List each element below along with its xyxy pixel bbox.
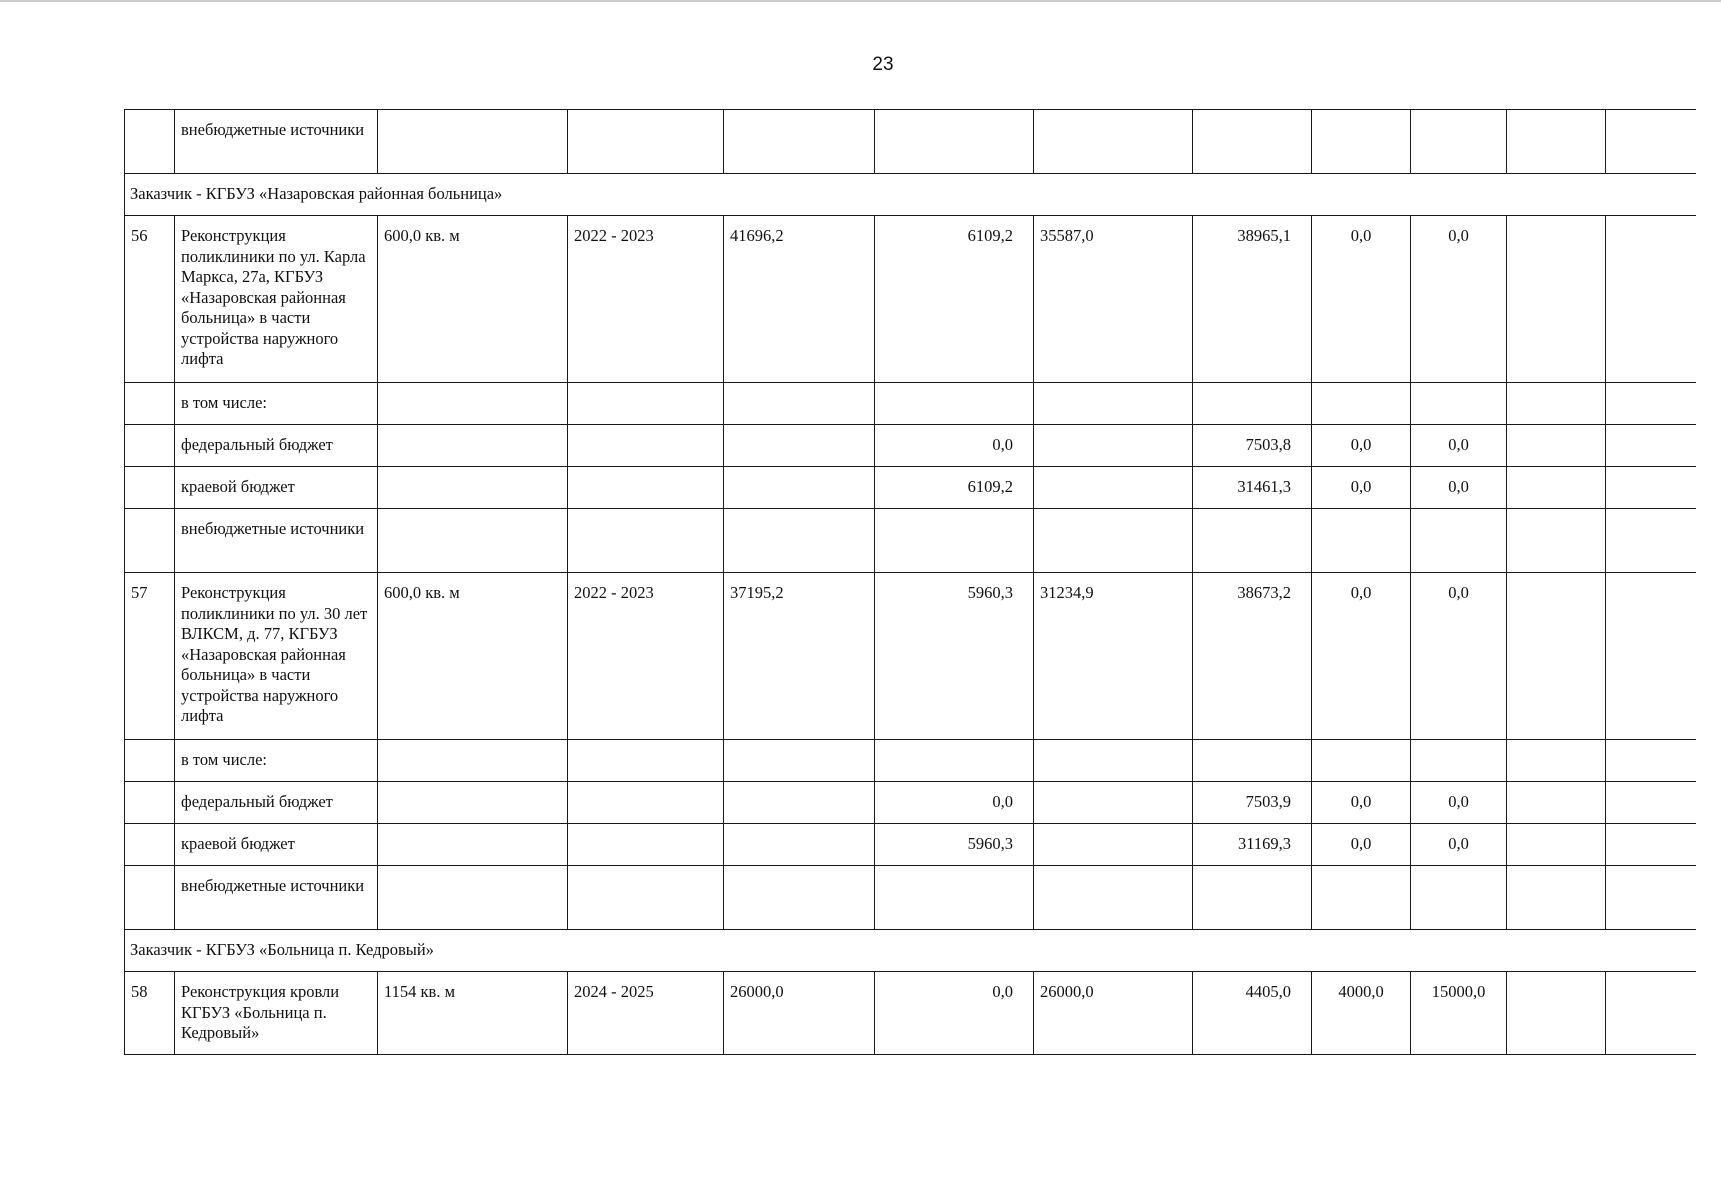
value-cell: 31234,9	[1034, 573, 1193, 740]
value-cell: 7503,9	[1193, 782, 1312, 824]
value-cell: 0,0	[875, 782, 1034, 824]
value-cell	[1507, 383, 1606, 425]
value-cell	[1507, 740, 1606, 782]
value-cell: 0,0	[1312, 573, 1411, 740]
period-cell	[568, 383, 724, 425]
value-cell	[1606, 782, 1696, 824]
value-cell: 0,0	[1312, 782, 1411, 824]
value-cell	[1507, 509, 1606, 573]
value-cell	[1034, 467, 1193, 509]
total-cost-cell: 41696,2	[724, 216, 875, 383]
value-cell	[1507, 782, 1606, 824]
value-cell	[1606, 467, 1696, 509]
period-cell	[568, 467, 724, 509]
value-cell: 15000,0	[1411, 972, 1507, 1055]
capacity-cell	[378, 740, 568, 782]
value-cell: 4000,0	[1312, 972, 1411, 1055]
value-cell	[1193, 740, 1312, 782]
row-number	[125, 782, 175, 824]
total-cost-cell	[724, 425, 875, 467]
period-cell: 2022 - 2023	[568, 216, 724, 383]
period-cell: 2022 - 2023	[568, 573, 724, 740]
value-cell	[1606, 824, 1696, 866]
row-number	[125, 740, 175, 782]
value-cell	[1411, 866, 1507, 930]
value-cell: 7503,8	[1193, 425, 1312, 467]
capacity-cell: 600,0 кв. м	[378, 216, 568, 383]
value-cell	[1034, 110, 1193, 174]
value-cell: 31169,3	[1193, 824, 1312, 866]
value-cell	[1507, 573, 1606, 740]
value-cell	[1411, 383, 1507, 425]
capacity-cell	[378, 425, 568, 467]
value-cell	[1606, 740, 1696, 782]
row-number: 58	[125, 972, 175, 1055]
value-cell	[1312, 866, 1411, 930]
period-cell	[568, 824, 724, 866]
value-cell	[875, 866, 1034, 930]
value-cell	[1034, 383, 1193, 425]
value-cell: 5960,3	[875, 824, 1034, 866]
row-number	[125, 425, 175, 467]
value-cell	[1606, 383, 1696, 425]
value-cell: 4405,0	[1193, 972, 1312, 1055]
period-cell	[568, 866, 724, 930]
table-row	[125, 509, 1696, 573]
value-cell: 6109,2	[875, 216, 1034, 383]
value-cell	[1411, 509, 1507, 573]
value-cell	[1193, 110, 1312, 174]
row-number	[125, 509, 175, 573]
period-cell: 2024 - 2025	[568, 972, 724, 1055]
value-cell	[1034, 866, 1193, 930]
value-cell	[1312, 383, 1411, 425]
table-row	[125, 467, 1696, 509]
value-cell	[1411, 740, 1507, 782]
row-number: 57	[125, 573, 175, 740]
value-cell	[1507, 425, 1606, 467]
value-cell: 0,0	[1312, 467, 1411, 509]
object-name: Реконструкция поликлиники по ул. 30 лет ВЛКСМ, д. 77, КГБУЗ «Назаровская районная больница» в части устройства наружного лифта	[175, 573, 378, 740]
period-cell	[568, 110, 724, 174]
value-cell	[875, 383, 1034, 425]
investment-table	[124, 109, 1696, 1055]
capacity-cell	[378, 509, 568, 573]
value-cell	[1034, 740, 1193, 782]
value-cell: 0,0	[875, 972, 1034, 1055]
total-cost-cell	[724, 824, 875, 866]
customer-group-label: Заказчик - КГБУЗ «Назаровская районная больница»	[125, 174, 1696, 216]
value-cell: 6109,2	[875, 467, 1034, 509]
period-cell	[568, 740, 724, 782]
total-cost-cell	[724, 110, 875, 174]
total-cost-cell: 37195,2	[724, 573, 875, 740]
value-cell	[1507, 467, 1606, 509]
table-row	[125, 110, 1696, 174]
value-cell	[1312, 110, 1411, 174]
object-name: в том числе:	[175, 383, 378, 425]
object-name: краевой бюджет	[175, 824, 378, 866]
object-name: внебюджетные источники	[175, 866, 378, 930]
value-cell	[1411, 110, 1507, 174]
customer-group-row	[125, 174, 1696, 216]
value-cell: 35587,0	[1034, 216, 1193, 383]
table-row	[125, 216, 1696, 383]
value-cell	[1606, 509, 1696, 573]
value-cell	[1034, 824, 1193, 866]
object-name: Реконструкция кровли КГБУЗ «Больница п. Кедровый»	[175, 972, 378, 1055]
capacity-cell	[378, 467, 568, 509]
table-row	[125, 425, 1696, 467]
total-cost-cell	[724, 467, 875, 509]
value-cell	[1507, 110, 1606, 174]
object-name: внебюджетные источники	[175, 509, 378, 573]
value-cell: 26000,0	[1034, 972, 1193, 1055]
value-cell: 0,0	[1411, 824, 1507, 866]
value-cell	[1193, 866, 1312, 930]
value-cell	[1507, 824, 1606, 866]
value-cell	[1034, 782, 1193, 824]
value-cell	[1312, 740, 1411, 782]
table-row	[125, 383, 1696, 425]
object-name: краевой бюджет	[175, 467, 378, 509]
total-cost-cell: 26000,0	[724, 972, 875, 1055]
row-number	[125, 467, 175, 509]
value-cell	[1034, 509, 1193, 573]
capacity-cell: 600,0 кв. м	[378, 573, 568, 740]
period-cell	[568, 509, 724, 573]
row-number	[125, 383, 175, 425]
value-cell	[1606, 573, 1696, 740]
capacity-cell	[378, 383, 568, 425]
total-cost-cell	[724, 383, 875, 425]
capacity-cell	[378, 824, 568, 866]
table-row	[125, 573, 1696, 740]
period-cell	[568, 782, 724, 824]
value-cell	[1507, 972, 1606, 1055]
value-cell: 0,0	[1411, 425, 1507, 467]
row-number: 56	[125, 216, 175, 383]
object-name: федеральный бюджет	[175, 425, 378, 467]
value-cell: 0,0	[1411, 782, 1507, 824]
value-cell	[1606, 216, 1696, 383]
value-cell	[1606, 972, 1696, 1055]
value-cell	[875, 509, 1034, 573]
value-cell	[1507, 216, 1606, 383]
object-name: Реконструкция поликлиники по ул. Карла Маркса, 27а, КГБУЗ «Назаровская районная больница» в части устройства наружного лифта	[175, 216, 378, 383]
value-cell	[875, 110, 1034, 174]
value-cell: 38965,1	[1193, 216, 1312, 383]
value-cell: 0,0	[1411, 216, 1507, 383]
customer-group-label: Заказчик - КГБУЗ «Больница п. Кедровый»	[125, 930, 1696, 972]
object-name: в том числе:	[175, 740, 378, 782]
object-name: федеральный бюджет	[175, 782, 378, 824]
value-cell: 0,0	[1312, 425, 1411, 467]
value-cell: 0,0	[875, 425, 1034, 467]
value-cell: 0,0	[1312, 824, 1411, 866]
scan-top-edge	[0, 0, 1721, 2]
total-cost-cell	[724, 509, 875, 573]
customer-group-row	[125, 930, 1696, 972]
capacity-cell	[378, 110, 568, 174]
period-cell	[568, 425, 724, 467]
table-row	[125, 866, 1696, 930]
total-cost-cell	[724, 866, 875, 930]
table-row	[125, 824, 1696, 866]
value-cell	[1606, 110, 1696, 174]
value-cell: 5960,3	[875, 573, 1034, 740]
table-row	[125, 782, 1696, 824]
value-cell	[1507, 866, 1606, 930]
row-number	[125, 866, 175, 930]
page-number: 23	[872, 54, 894, 75]
total-cost-cell	[724, 740, 875, 782]
row-number	[125, 824, 175, 866]
value-cell	[875, 740, 1034, 782]
value-cell	[1606, 866, 1696, 930]
value-cell	[1312, 509, 1411, 573]
value-cell	[1606, 425, 1696, 467]
value-cell: 38673,2	[1193, 573, 1312, 740]
value-cell	[1034, 425, 1193, 467]
value-cell	[1193, 383, 1312, 425]
object-name: внебюджетные источники	[175, 110, 378, 174]
table-row	[125, 740, 1696, 782]
capacity-cell: 1154 кв. м	[378, 972, 568, 1055]
capacity-cell	[378, 782, 568, 824]
value-cell: 0,0	[1312, 216, 1411, 383]
value-cell: 0,0	[1411, 573, 1507, 740]
total-cost-cell	[724, 782, 875, 824]
value-cell: 0,0	[1411, 467, 1507, 509]
row-number	[125, 110, 175, 174]
capacity-cell	[378, 866, 568, 930]
table-row	[125, 972, 1696, 1055]
value-cell: 31461,3	[1193, 467, 1312, 509]
value-cell	[1193, 509, 1312, 573]
